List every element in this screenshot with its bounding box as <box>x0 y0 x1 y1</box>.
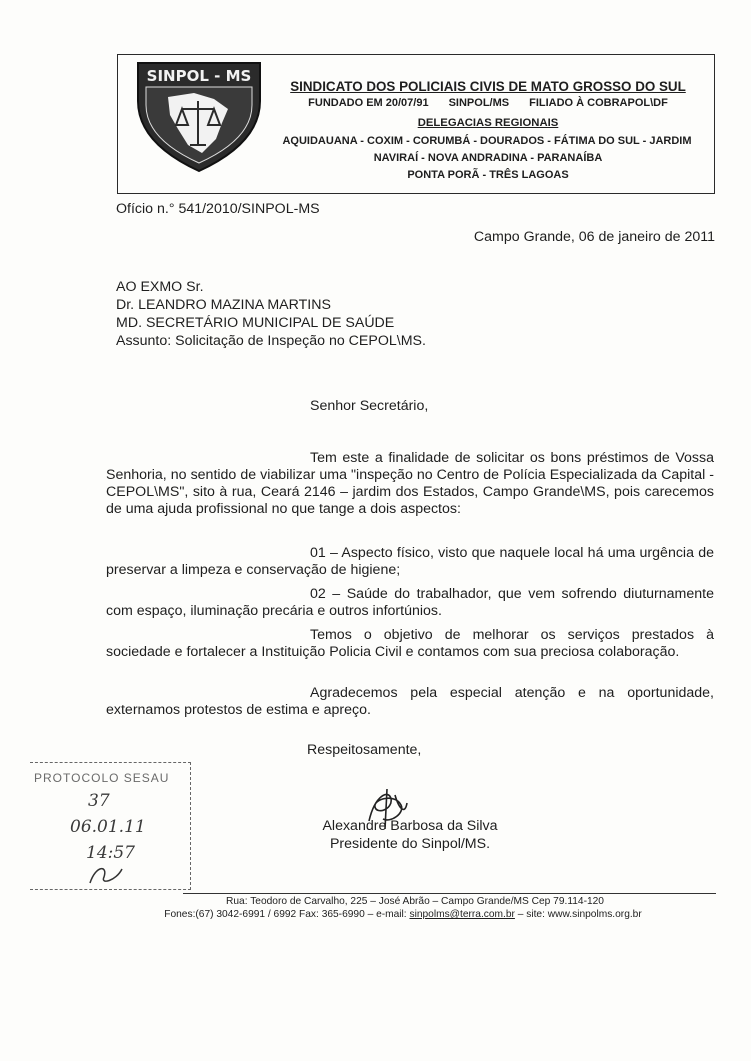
body-paragraph-1 <box>106 450 714 518</box>
paragraph-2-text: 01 – Aspecto físico, visto que naquele local há uma urgência de preservar a limpeza e conservação de higiene; <box>106 545 714 578</box>
signer-block <box>300 817 520 853</box>
cities-line-3: PONTA PORÃ - TRÊS LAGOAS <box>407 169 569 181</box>
founded-line <box>268 97 708 109</box>
paragraph-3-text: 02 – Saúde do trabalhador, que vem sofrendo diuturnamente com espaço, iluminação precária e outros infortúnios. <box>106 586 714 619</box>
badge-label: SINPOL - MS <box>146 67 252 85</box>
footer-phones: Fones:(67) 3042-6991 / 6992 Fax: 365-6990 – e-mail: <box>164 909 410 920</box>
stamp-number: 37 <box>88 791 110 811</box>
stamp-initials-icon <box>86 863 126 887</box>
stamp-time: 14:57 <box>86 843 135 863</box>
letterhead <box>117 54 715 194</box>
recipient-line-1: AO EXMO Sr. <box>116 279 204 295</box>
stamp-date: 06.01.11 <box>70 817 146 837</box>
recipient-block <box>116 278 426 350</box>
paragraph-1-text: Tem este a finalidade de solicitar os bons préstimos de Vossa Senhoria, no sentido de viabilizar uma "inspeção no Centro de Polícia Especializada da Capital - CEPOL\MS", sito à rua, Ceará 2146 – jardim dos Estados, Campo Grande\MS, pois carecemos de uma ajuda profissional no que tange a dois aspectos: <box>106 450 714 517</box>
body-paragraph-4 <box>106 627 714 661</box>
subject-line: Assunto: Solicitação de Inspeção no CEPOL\MS. <box>116 333 426 349</box>
body-paragraph-5 <box>106 685 714 719</box>
closing: Respeitosamente, <box>307 742 422 758</box>
regional-offices-heading: DELEGACIAS REGIONAIS <box>417 117 559 129</box>
affiliation: FILIADO À COBRAPOL\DF <box>529 97 668 109</box>
union-acronym: SINPOL/MS <box>448 97 510 109</box>
footer-rule <box>183 893 716 894</box>
salutation: Senhor Secretário, <box>310 398 429 414</box>
recipient-line-2: Dr. LEANDRO MAZINA MARTINS <box>116 297 331 313</box>
stamp-heading: PROTOCOLO SESAU <box>34 771 170 785</box>
oficio-number: Ofício n.° 541/2010/SINPOL-MS <box>116 201 320 217</box>
sinpol-badge-icon <box>132 57 266 175</box>
protocol-stamp <box>30 762 191 890</box>
recipient-line-3: MD. SECRETÁRIO MUNICIPAL DE SAÚDE <box>116 315 395 331</box>
body-paragraph-3 <box>106 586 714 620</box>
founded-date: FUNDADO EM 20/07/91 <box>308 97 429 109</box>
footer-contacts <box>148 909 658 920</box>
body-paragraph-2 <box>106 545 714 579</box>
paragraph-4-text: Temos o objetivo de melhorar os serviços prestados à sociedade e fortalecer a Instituição Policia Civil e contamos com sua preciosa colaboração. <box>106 627 714 660</box>
paragraph-5-text: Agradecemos pela especial atenção e na oportunidade, externamos protestos de estima e apreço. <box>106 685 714 718</box>
footer-site: – site: www.sinpolms.org.br <box>514 909 642 920</box>
signer-title: Presidente do Sinpol/MS. <box>329 836 491 852</box>
footer-address: Rua: Teodoro de Carvalho, 225 – José Abrão – Campo Grande/MS Cep 79.114-120 <box>226 896 604 907</box>
date-line: Campo Grande, 06 de janeiro de 2011 <box>473 229 715 245</box>
union-title: SINDICATO DOS POLICIAIS CIVIS DE MATO GROSSO DO SUL <box>290 79 686 94</box>
footer-email-link[interactable]: sinpolms@terra.com.br <box>409 909 515 920</box>
cities-line-2: NAVIRAÍ - NOVA ANDRADINA - PARANAÍBA <box>373 152 603 164</box>
signer-name: Alexandre Barbosa da Silva <box>322 818 498 834</box>
cities-line-1: AQUIDAUANA - COXIM - CORUMBÁ - DOURADOS - FÁTIMA DO SUL - JARDIM <box>282 135 692 147</box>
